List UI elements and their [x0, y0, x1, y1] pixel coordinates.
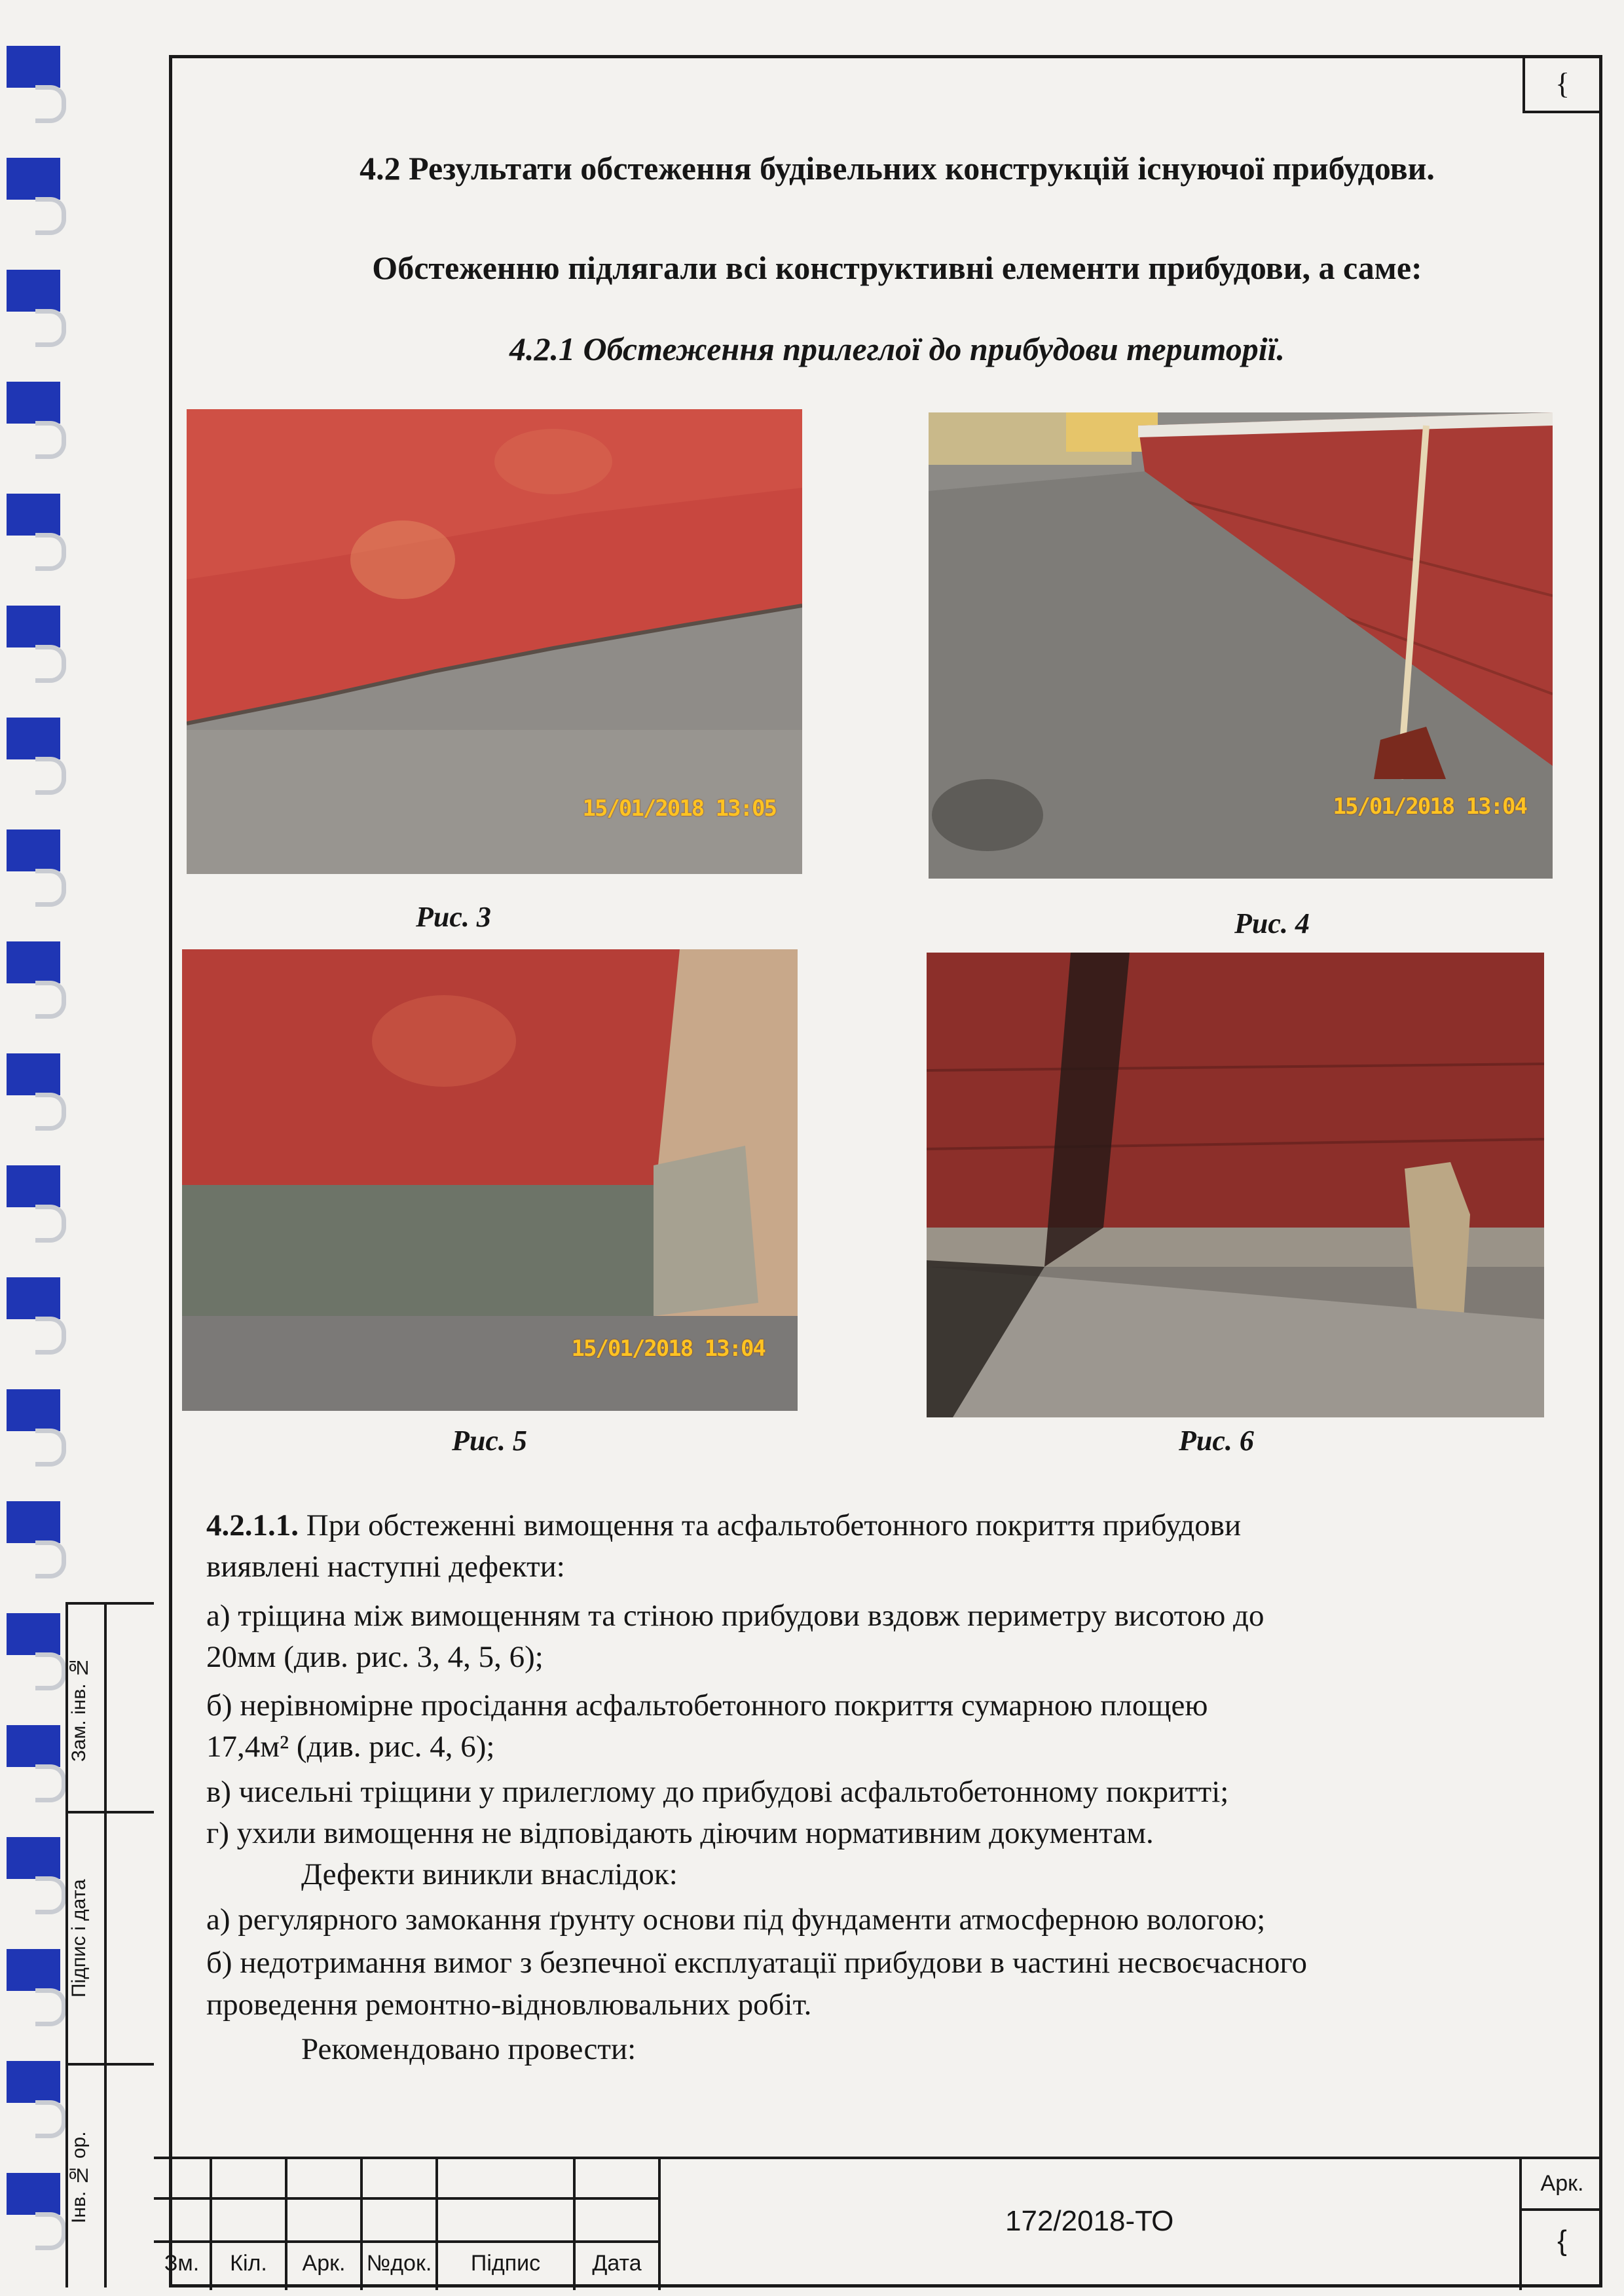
photo-fig-3 [187, 409, 802, 874]
spiral-binding [0, 26, 72, 2296]
binding-ring [35, 421, 66, 459]
binding-ring [35, 197, 66, 235]
binding-hole [7, 46, 60, 88]
binding-ring [35, 1988, 66, 2026]
clause-number: 4.2.1.1. [206, 1508, 299, 1542]
side-stamp-column [65, 1602, 154, 2287]
side-label-replacement-inv: Зам. інв. № [68, 1656, 90, 1762]
tb-col-sheet: Арк. [302, 2251, 346, 2276]
binding-hole [7, 829, 60, 871]
section-subheading: Обстеженню підлягали всі конструктивні елементи прибудови, а саме: [372, 249, 1422, 286]
binding-ring [35, 85, 66, 123]
binding-hole [7, 606, 60, 647]
binding-hole [7, 941, 60, 983]
binding-hole [7, 1613, 60, 1655]
caption-fig-6: Рис. 6 [1179, 1425, 1254, 1457]
binding-hole [7, 494, 60, 536]
binding-hole [7, 1389, 60, 1431]
body-line-13: Рекомендовано провести: [301, 2032, 637, 2066]
binding-ring [35, 757, 66, 795]
body-line-10: а) регулярного замокання ґрунту основи під фундаменти атмосферною вологою; [206, 1903, 1266, 1937]
binding-ring [35, 1540, 66, 1578]
binding-ring [35, 533, 66, 571]
tb-col-change: Зм. [164, 2251, 200, 2276]
binding-hole [7, 1165, 60, 1207]
body-line-2: виявлені наступні дефекти: [206, 1550, 565, 1584]
caption-fig-5: Рис. 5 [452, 1425, 527, 1457]
binding-ring [35, 309, 66, 347]
photo-timestamp: 15/01/2018 13:04 [1333, 793, 1526, 820]
binding-ring [35, 1205, 66, 1243]
binding-ring [35, 1876, 66, 1914]
tb-col-date: Дата [592, 2251, 642, 2276]
body-line-11: б) недотримання вимог з безпечної експлуатації прибудови в частині несвоєчасного [206, 1946, 1308, 1980]
binding-hole [7, 2173, 60, 2215]
section-heading: 4.2 Результати обстеження будівельних конструкцій існуючої прибудови. [360, 150, 1435, 187]
binding-ring [35, 1764, 66, 1802]
tb-col-doc-no: №док. [366, 2251, 432, 2276]
binding-hole [7, 1501, 60, 1543]
binding-hole [7, 1725, 60, 1767]
binding-ring [35, 1652, 66, 1690]
caption-fig-4: Рис. 4 [1234, 907, 1310, 939]
body-line-4: 20мм (див. рис. 3, 4, 5, 6); [206, 1640, 544, 1674]
body-line-3: а) тріщина між вимощенням та стіною прибудови вздовж периметру висотою до [206, 1599, 1264, 1633]
binding-ring [35, 1429, 66, 1467]
binding-ring [35, 1317, 66, 1355]
photo-fig-6 [927, 953, 1544, 1417]
photo-fig-4 [929, 412, 1553, 879]
body-line-8: г) ухили вимощення не відповідають діючим нормативним документам. [206, 1816, 1154, 1850]
body-line-9: Дефекти виникли внаслідок: [301, 1857, 678, 1891]
binding-ring [35, 2100, 66, 2138]
page-number-corner: { [1522, 58, 1600, 113]
binding-hole [7, 2061, 60, 2103]
photo-timestamp: 15/01/2018 13:04 [571, 1336, 765, 1362]
binding-hole [7, 1837, 60, 1879]
tb-sheet-label: Арк. [1540, 2171, 1584, 2196]
binding-hole [7, 270, 60, 312]
binding-hole [7, 1277, 60, 1319]
binding-hole [7, 1053, 60, 1095]
binding-hole [7, 718, 60, 759]
body-line-1: 4.2.1.1. При обстеженні вимощення та асфальтобетонного покриття прибудови [206, 1508, 1242, 1542]
binding-hole [7, 1949, 60, 1991]
title-block [154, 2157, 1602, 2287]
tb-sheet-number: { [1557, 2225, 1567, 2257]
tb-col-count: Кіл. [230, 2251, 267, 2276]
photo-fig-5 [182, 949, 798, 1411]
body-line-6: 17,4м² (див. рис. 4, 6); [206, 1730, 495, 1764]
body-line-12: проведення ремонтно-відновлювальних робіт. [206, 1988, 812, 2022]
binding-ring [35, 2212, 66, 2250]
side-label-original-inv: Інв. № ор. [68, 2131, 90, 2224]
binding-hole [7, 158, 60, 200]
body-line-7: в) чисельні тріщини у прилеглому до прибудові асфальтобетонному покритті; [206, 1775, 1229, 1809]
body-line-5: б) нерівномірне просідання асфальтобетонного покриття сумарною площею [206, 1688, 1208, 1722]
binding-hole [7, 382, 60, 424]
document-number: 172/2018-ТО [1005, 2205, 1174, 2237]
photo-timestamp: 15/01/2018 13:05 [582, 795, 776, 822]
caption-fig-3: Рис. 3 [416, 901, 491, 933]
binding-ring [35, 1093, 66, 1131]
binding-ring [35, 981, 66, 1019]
binding-ring [35, 869, 66, 907]
tb-col-signature: Підпис [470, 2251, 541, 2276]
side-label-signature-date: Підпис і дата [68, 1879, 90, 1998]
subsection-heading: 4.2.1 Обстеження прилеглої до прибудови території. [509, 331, 1285, 367]
binding-ring [35, 645, 66, 683]
